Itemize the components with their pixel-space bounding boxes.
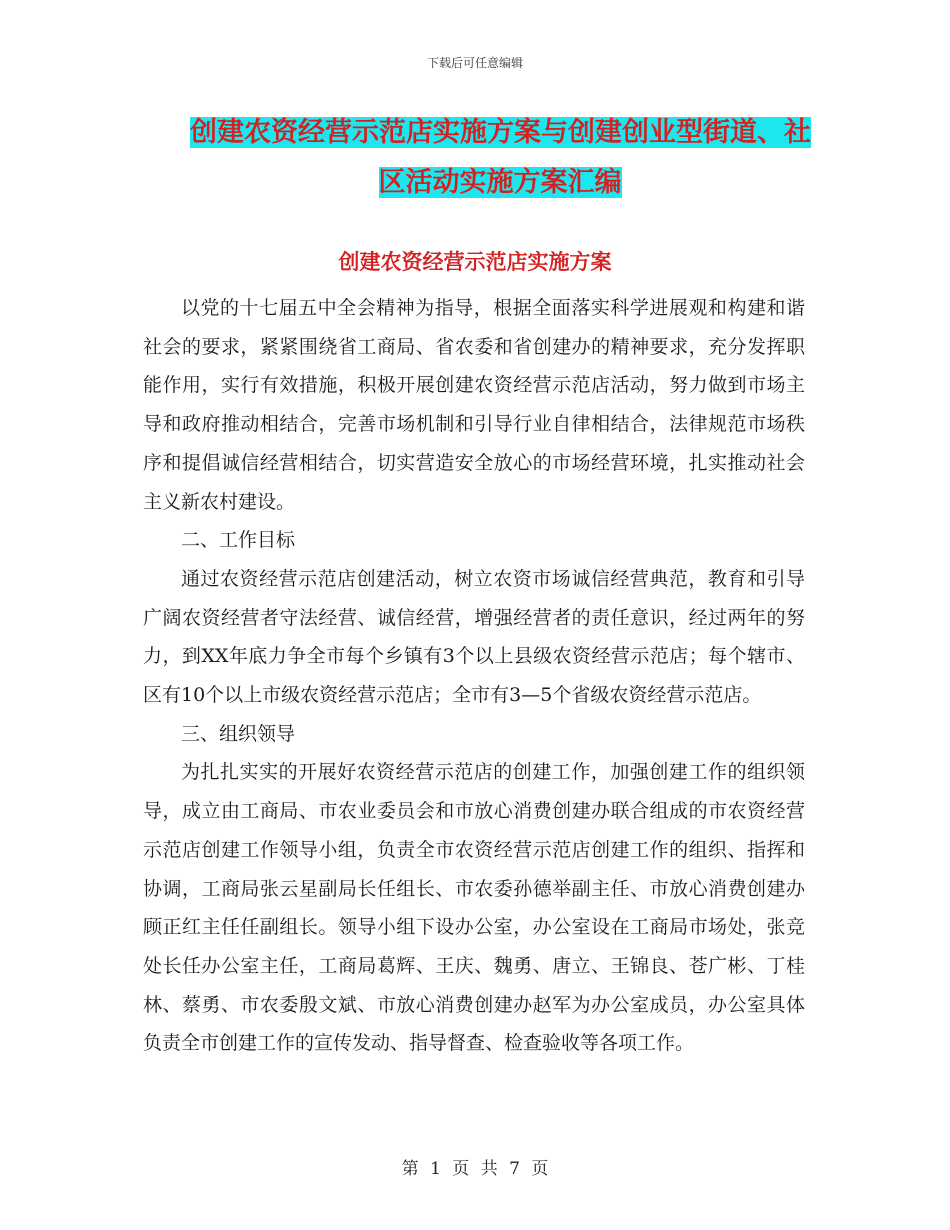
page-header-note: 下载后可任意编辑 <box>426 56 523 70</box>
document-title-line-1: 创建农资经营示范店实施方案与创建创业型街道、社 <box>190 117 811 148</box>
heading-organization: 三、组织领导 <box>181 722 296 745</box>
paragraph-organization: 为扎扎实实的开展好农资经营示范店的创建工作，加强创建工作的组织领导，成立由工商局、市农业委员会和市放心消费创建办联合组成的市农资经营示范店创建工作领导小组，负责全市农资经营示范店创建工作的组织、指挥和协调，工商局张云星副局长任组长、市农委孙德举副主任、市放心消费创建办顾正红主任任副组长。领导小组下设办公室，办公室设在工商局市场处，张竞处长任办公室主任，工商局葛辉、王庆、魏勇、唐立、王锦良、苍广彬、丁桂林、蔡勇、市农委殷文斌、市放心消费创建办赵军为办公室成员，办公室具体负责全市创建工作的宣传发动、指导督查、检查验收等各项工作。 <box>143 761 805 1055</box>
paragraph-work-goals: 通过农资经营示范店创建活动，树立农资市场诚信经营典范，教育和引导广阔农资经营者守法经营、诚信经营，增强经营者的责任意识，经过两年的努力，到XX年底力争全市每个乡镇有3个以上县级农资经营示范店；每个辖市、区有10个以上市级农资经营示范店；全市有3—5个省级农资经营示范店。 <box>143 567 805 707</box>
document-title <box>190 108 810 208</box>
document-title-line-2: 区活动实施方案汇编 <box>378 167 622 198</box>
page-number: 第 1 页 共 7 页 <box>401 1159 549 1179</box>
paragraph-intro: 以党的十七届五中全会精神为指导，根据全面落实科学进展观和构建和谐社会的要求，紧紧围绕省工商局、省农委和省创建办的精神要求，充分发挥职能作用，实行有效措施，积极开展创建农资经营示范店活动，努力做到市场主导和政府推动相结合，完善市场机制和引导行业自律相结合，法律规范市场秩序和提倡诚信经营相结合，切实营造安全放心的市场经营环境，扎实推动社会主义新农村建设。 <box>143 297 805 513</box>
heading-work-goals: 二、工作目标 <box>181 529 296 552</box>
section-title: 创建农资经营示范店实施方案 <box>338 249 612 274</box>
document-body <box>143 289 805 1063</box>
